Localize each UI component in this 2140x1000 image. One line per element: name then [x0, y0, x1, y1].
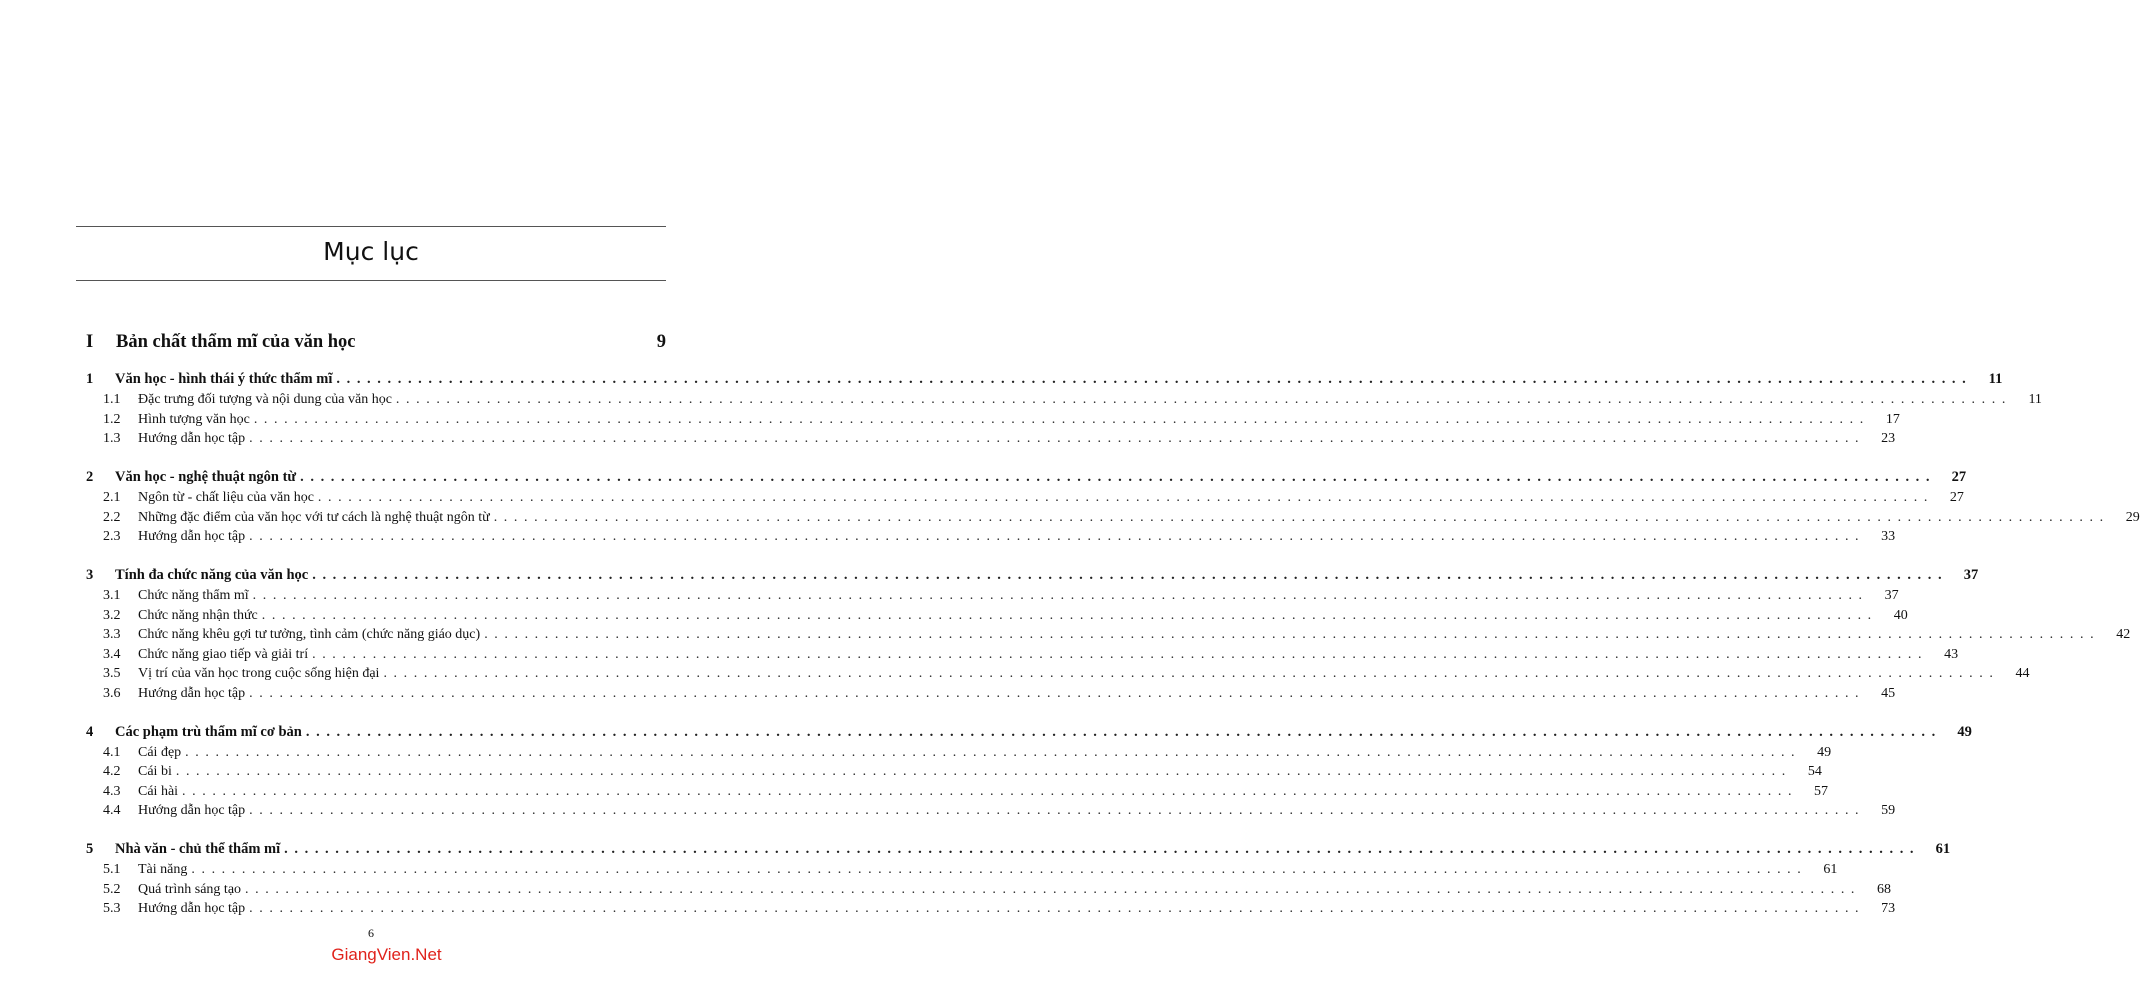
- dot-leader: ................................................................................................................................................................: [249, 901, 1866, 916]
- dot-leader: ................................................................................................................................................................: [249, 529, 1866, 544]
- dot-leader: ................................................................................................................................................................: [484, 627, 2101, 642]
- section-title: Ngôn từ - chất liệu của văn học: [138, 488, 318, 508]
- section-title: Hướng dẫn học tập: [138, 527, 249, 547]
- section-page: 68: [1877, 881, 1892, 897]
- section-number: 3.2: [103, 607, 121, 623]
- chapter-block: [86, 565, 2131, 703]
- watermark: GiangVien.Net: [331, 945, 442, 964]
- section-entry[interactable]: [86, 606, 1908, 626]
- section-title: Tài năng: [138, 860, 191, 880]
- section-entry[interactable]: [86, 880, 1892, 900]
- dot-leader: ................................................................................................................................................................: [336, 371, 1973, 387]
- chapter-entry[interactable]: [86, 467, 1967, 487]
- dot-leader: ................................................................................................................................................................: [249, 431, 1866, 446]
- section-number: 4.1: [103, 744, 121, 760]
- section-entry[interactable]: [86, 743, 1832, 763]
- section-entry[interactable]: [86, 860, 1838, 880]
- section-number: 5.3: [103, 901, 121, 916]
- section-number: 5.1: [103, 862, 121, 877]
- section-title: Chức năng nhận thức: [138, 606, 262, 626]
- chapter-entry[interactable]: [86, 369, 2003, 389]
- dot-leader: ................................................................................................................................................................: [395, 392, 2012, 407]
- chapter-page: 37: [1963, 567, 1979, 583]
- section-page: 73: [1881, 901, 1896, 916]
- section-entry[interactable]: [86, 625, 2131, 645]
- section-title: Quá trình sáng tạo: [138, 880, 245, 900]
- section-entry[interactable]: [86, 684, 1896, 704]
- toc-chapter-list: [86, 369, 2140, 937]
- chapter-block: [86, 839, 1951, 919]
- section-entry[interactable]: [86, 782, 1829, 802]
- section-entry[interactable]: [86, 429, 1896, 449]
- section-page: 33: [1881, 529, 1896, 544]
- chapter-block: [86, 722, 1972, 821]
- dot-leader: ................................................................................................................................................................: [182, 783, 1799, 799]
- section-title: Hình tượng văn học: [138, 410, 254, 430]
- dot-leader: ................................................................................................................................................................: [253, 411, 1870, 427]
- section-title: Những đặc điểm của văn học với tư cách là nghệ thuật ngôn từ: [138, 508, 494, 528]
- top-rule: [76, 226, 666, 227]
- section-number: 4.2: [103, 764, 121, 779]
- section-number: 3.6: [103, 685, 121, 701]
- section-entry[interactable]: [86, 527, 1896, 547]
- section-page: 42: [2116, 627, 2131, 642]
- section-page: 44: [2015, 666, 2030, 681]
- chapter-block: [86, 467, 2140, 547]
- dot-leader: ................................................................................................................................................................: [185, 744, 1802, 760]
- chapter-title: Văn học - hình thái ý thức thẩm mĩ: [115, 369, 336, 389]
- dot-leader: ................................................................................................................................................................: [284, 841, 1921, 857]
- section-title: Cái hài: [138, 782, 182, 802]
- section-number: 3.4: [103, 646, 121, 662]
- section-page: 49: [1817, 744, 1832, 760]
- dot-leader: ................................................................................................................................................................: [245, 881, 1862, 897]
- section-title: Chức năng thẩm mĩ: [138, 586, 253, 606]
- chapter-page: 11: [1988, 371, 2003, 387]
- bottom-rule: [76, 280, 666, 281]
- section-page: 61: [1823, 862, 1838, 877]
- section-page: 27: [1949, 490, 1964, 505]
- section-title: Cái đẹp: [138, 743, 185, 763]
- section-page: 59: [1881, 803, 1896, 818]
- dot-leader: ................................................................................................................................................................: [249, 803, 1866, 818]
- section-number: 2.1: [103, 490, 121, 505]
- chapter-page: 27: [1951, 469, 1967, 485]
- dot-leader: ................................................................................................................................................................: [493, 509, 2110, 525]
- section-title: Hướng dẫn học tập: [138, 684, 249, 704]
- dot-leader: ................................................................................................................................................................: [312, 567, 1949, 583]
- chapter-page: 49: [1957, 723, 1972, 740]
- dot-leader: ................................................................................................................................................................: [305, 723, 1942, 740]
- chapter-block: [86, 369, 2042, 449]
- chapter-title: Nhà văn - chủ thể thẩm mĩ: [115, 839, 284, 859]
- section-number: 5.2: [103, 881, 121, 897]
- section-number: 1.2: [103, 411, 121, 427]
- section-entry[interactable]: [86, 390, 2042, 410]
- chapter-title: Các phạm trù thẩm mĩ cơ bản: [115, 722, 306, 742]
- chapter-title: Tính đa chức năng của văn học: [115, 565, 312, 585]
- section-title: Đặc trưng đối tượng và nội dung của văn học: [138, 390, 396, 410]
- section-title: Cái bi: [138, 762, 176, 782]
- dot-leader: ................................................................................................................................................................: [312, 646, 1929, 662]
- section-entry[interactable]: [86, 801, 1896, 821]
- section-number: 4.4: [103, 803, 121, 818]
- section-entry[interactable]: [86, 664, 2030, 684]
- section-title: Chức năng giao tiếp và giải trí: [138, 645, 312, 665]
- chapter-number: 2: [86, 469, 94, 485]
- chapter-number: 5: [86, 841, 94, 857]
- section-page: 40: [1893, 607, 1908, 623]
- dot-leader: ................................................................................................................................................................: [252, 588, 1869, 603]
- section-page: 43: [1944, 646, 1959, 662]
- dot-leader: ................................................................................................................................................................: [249, 685, 1866, 701]
- section-page: 17: [1885, 411, 1900, 427]
- section-number: 3.1: [103, 588, 121, 603]
- dot-leader: ................................................................................................................................................................: [383, 666, 2000, 681]
- section-entry[interactable]: [86, 488, 1964, 508]
- chapter-entry[interactable]: [86, 839, 1951, 859]
- section-entry[interactable]: [86, 586, 1899, 606]
- section-title: Vị trí của văn học trong cuộc sống hiện đại: [138, 664, 383, 684]
- part-title: Bản chất thẩm mĩ của văn học: [116, 332, 356, 352]
- section-number: 4.3: [103, 783, 121, 799]
- chapter-number: 4: [86, 723, 94, 740]
- section-entry[interactable]: [86, 645, 1959, 665]
- dot-leader: ................................................................................................................................................................: [317, 490, 1934, 505]
- section-page: 54: [1807, 764, 1822, 779]
- section-number: 1.1: [103, 392, 121, 407]
- section-number: 1.3: [103, 431, 121, 446]
- section-number: 2.3: [103, 529, 121, 544]
- section-page: 29: [2125, 509, 2140, 525]
- page-number: 6: [368, 926, 374, 940]
- section-entry[interactable]: [86, 762, 1822, 782]
- part-entry[interactable]: [86, 328, 666, 356]
- section-title: Chức năng khêu gợi tư tưởng, tình cảm (chức năng giáo dục): [138, 625, 484, 645]
- section-page: 57: [1814, 783, 1829, 799]
- section-title: Hướng dẫn học tập: [138, 801, 249, 821]
- section-title: Hướng dẫn học tập: [138, 899, 249, 919]
- chapter-page: 61: [1935, 841, 1951, 857]
- section-entry[interactable]: [86, 410, 1900, 430]
- chapter-number: 3: [86, 567, 94, 583]
- chapter-number: 1: [86, 371, 94, 387]
- dot-leader: ................................................................................................................................................................: [261, 607, 1878, 623]
- part-number: I: [86, 332, 94, 352]
- section-entry[interactable]: [86, 508, 2140, 528]
- dot-leader: ................................................................................................................................................................: [175, 764, 1792, 779]
- chapter-entry[interactable]: [86, 565, 1979, 585]
- chapter-entry[interactable]: [86, 722, 1972, 742]
- section-page: 23: [1881, 431, 1896, 446]
- section-entry[interactable]: [86, 899, 1896, 919]
- part-page: 9: [656, 332, 666, 352]
- section-number: 3.3: [103, 627, 121, 642]
- section-page: 11: [2028, 392, 2042, 407]
- dot-leader: ................................................................................................................................................................: [300, 469, 1937, 485]
- toc-title: Mục lục: [323, 237, 419, 266]
- dot-leader: ................................................................................................................................................................: [191, 862, 1808, 877]
- section-number: 2.2: [103, 509, 121, 525]
- section-page: 37: [1884, 588, 1899, 603]
- section-number: 3.5: [103, 666, 121, 681]
- section-page: 45: [1881, 685, 1896, 701]
- chapter-title: Văn học - nghệ thuật ngôn từ: [115, 467, 300, 487]
- section-title: Hướng dẫn học tập: [138, 429, 249, 449]
